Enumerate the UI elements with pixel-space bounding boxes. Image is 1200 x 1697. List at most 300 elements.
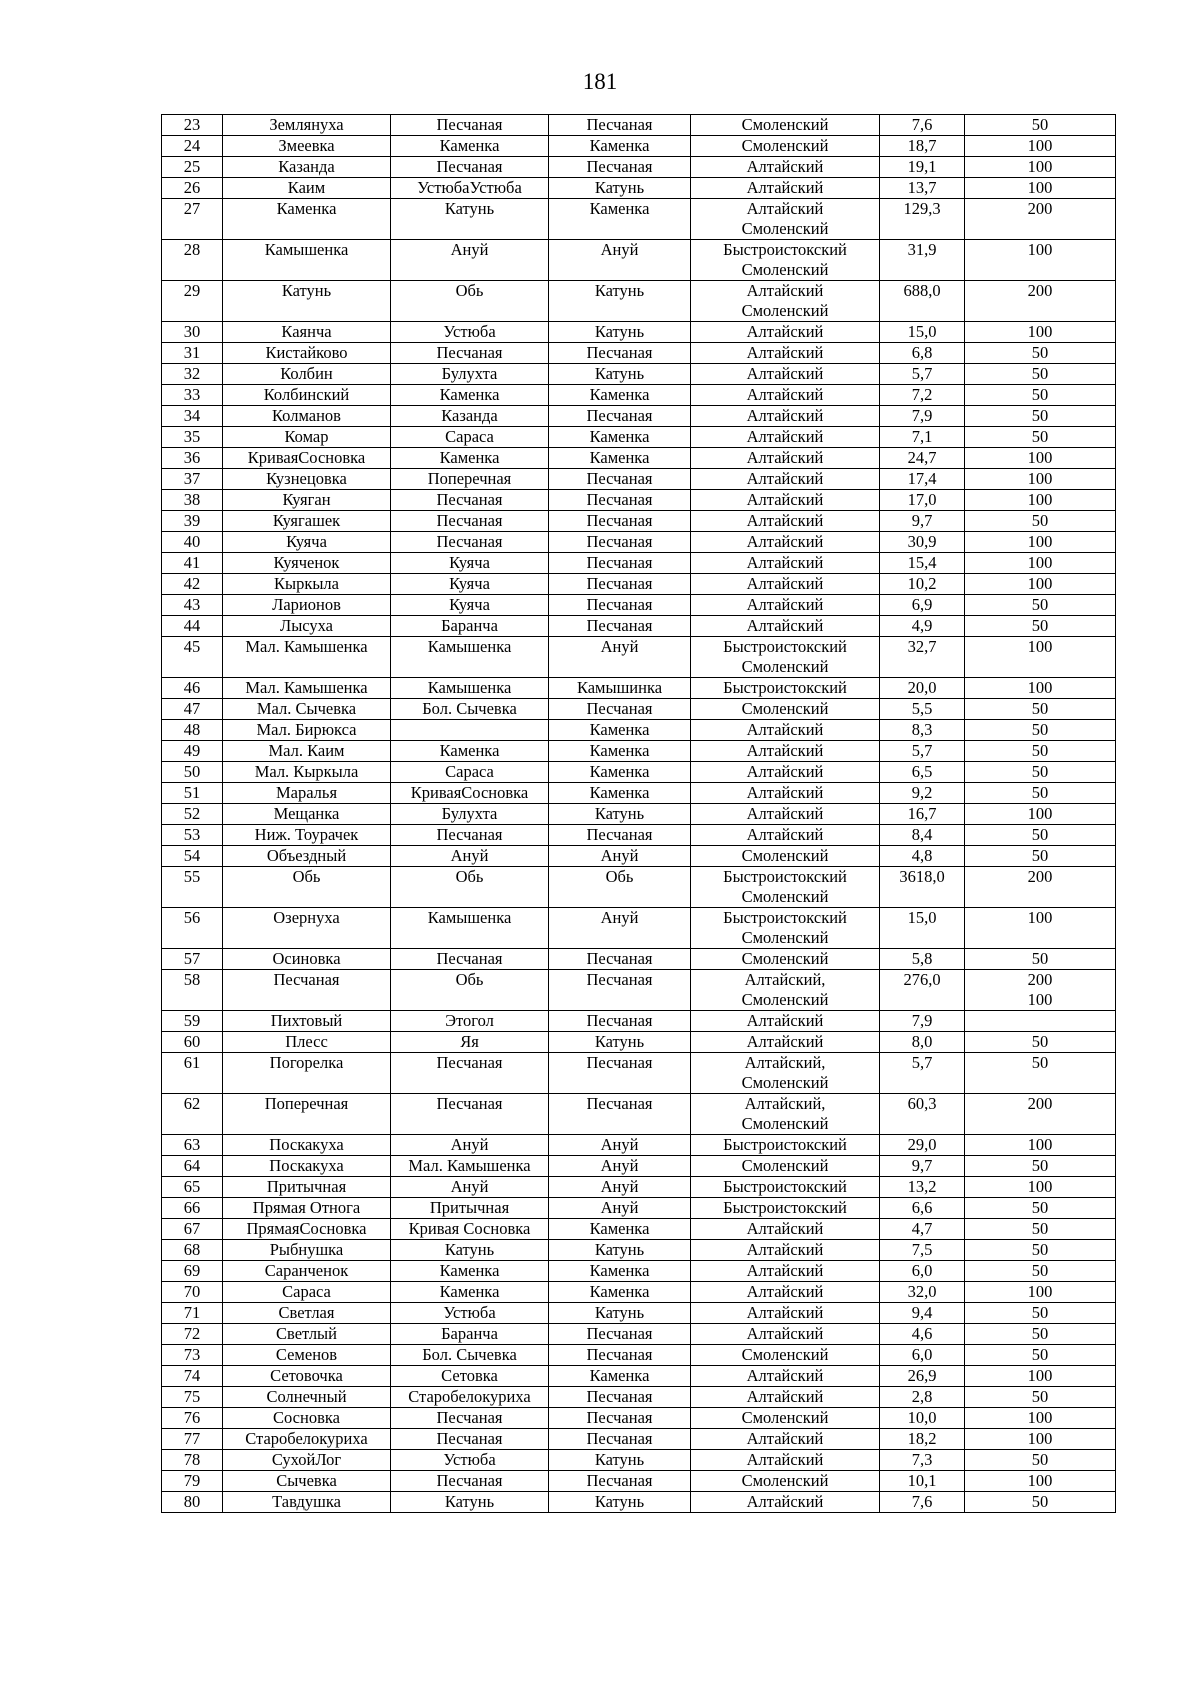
river-name-cell	[223, 1366, 391, 1387]
length-cell	[880, 595, 965, 616]
district-cell	[691, 970, 880, 1011]
flows-into-cell-text: Булухта	[441, 804, 498, 823]
row-number-cell-text: 64	[183, 1156, 201, 1175]
district-cell	[691, 783, 880, 804]
river-name-cell-text: Колбинский	[263, 385, 350, 404]
flows-into-cell	[391, 1429, 549, 1450]
row-number-cell	[162, 178, 223, 199]
river-name-cell	[223, 762, 391, 783]
river-name-cell-text: Погорелка	[269, 1053, 344, 1072]
district-cell	[691, 427, 880, 448]
row-number-cell-text: 29	[183, 281, 201, 300]
flows-into-cell	[391, 322, 549, 343]
district-cell-line: Алтайский	[746, 490, 824, 509]
district-cell-line: Быстроистокский	[723, 908, 847, 927]
river-name-cell-text: Колбин	[280, 364, 333, 383]
river-name-cell	[223, 511, 391, 532]
basin-cell	[549, 511, 691, 532]
zone-width-cell	[965, 490, 1116, 511]
flows-into-cell	[391, 1094, 549, 1135]
river-name-cell-text: Обь	[292, 867, 321, 886]
table-row	[162, 1303, 1116, 1324]
row-number-cell-text: 32	[183, 364, 201, 383]
length-cell-text: 3618,0	[899, 867, 945, 886]
district-cell-line: Алтайский	[746, 157, 824, 176]
flows-into-cell	[391, 136, 549, 157]
flows-into-cell	[391, 1219, 549, 1240]
district-cell	[691, 448, 880, 469]
table-row	[162, 1177, 1116, 1198]
length-cell	[880, 1324, 965, 1345]
flows-into-cell	[391, 1177, 549, 1198]
length-cell	[880, 678, 965, 699]
row-number-cell	[162, 949, 223, 970]
length-cell-text: 7,1	[911, 427, 933, 446]
row-number-cell	[162, 1282, 223, 1303]
river-name-cell	[223, 678, 391, 699]
zone-width-cell	[965, 699, 1116, 720]
district-cell-line: Смоленский	[741, 1114, 829, 1133]
row-number-cell-text: 76	[183, 1408, 201, 1427]
basin-cell	[549, 1053, 691, 1094]
flows-into-cell	[391, 1240, 549, 1261]
river-name-cell-text: Маралья	[275, 783, 338, 802]
table-row	[162, 825, 1116, 846]
table-row	[162, 699, 1116, 720]
table-row	[162, 115, 1116, 136]
table-row	[162, 1011, 1116, 1032]
district-cell-line: Быстроистокский	[723, 1177, 847, 1196]
table-row	[162, 1408, 1116, 1429]
district-cell-line: Алтайский	[746, 1282, 824, 1301]
zone-width-cell-line: 50	[1031, 846, 1049, 865]
district-cell	[691, 385, 880, 406]
length-cell-text: 6,9	[911, 595, 933, 614]
row-number-cell	[162, 490, 223, 511]
basin-cell	[549, 867, 691, 908]
basin-cell-text: Песчаная	[586, 1011, 653, 1030]
zone-width-cell	[965, 1450, 1116, 1471]
row-number-cell-text: 73	[183, 1345, 201, 1364]
table-row	[162, 511, 1116, 532]
length-cell-text: 7,3	[911, 1450, 933, 1469]
basin-cell-text: Каменка	[589, 385, 650, 404]
river-name-cell-text: Комар	[284, 427, 329, 446]
length-cell-text: 18,7	[907, 136, 937, 155]
district-cell-line: Алтайский	[746, 469, 824, 488]
length-cell	[880, 553, 965, 574]
row-number-cell-text: 56	[183, 908, 201, 927]
river-name-cell	[223, 1177, 391, 1198]
length-cell	[880, 490, 965, 511]
basin-cell-text: Ануй	[600, 637, 639, 656]
length-cell-text: 688,0	[903, 281, 941, 300]
district-cell	[691, 1053, 880, 1094]
row-number-cell-text: 49	[183, 741, 201, 760]
length-cell-text: 15,0	[907, 908, 937, 927]
table-row	[162, 1387, 1116, 1408]
zone-width-cell-line: 100	[1027, 553, 1053, 572]
row-number-cell-text: 31	[183, 343, 201, 362]
basin-cell-text: Песчаная	[586, 115, 653, 134]
row-number-cell	[162, 720, 223, 741]
table-row	[162, 1366, 1116, 1387]
district-cell	[691, 1345, 880, 1366]
table-row	[162, 1282, 1116, 1303]
basin-cell-text: Каменка	[589, 1282, 650, 1301]
basin-cell	[549, 970, 691, 1011]
zone-width-cell	[965, 157, 1116, 178]
district-cell	[691, 1408, 880, 1429]
zone-width-cell-line: 50	[1031, 1345, 1049, 1364]
zone-width-cell-line: 100	[1027, 1177, 1053, 1196]
flows-into-cell	[391, 115, 549, 136]
row-number-cell-text: 77	[183, 1429, 201, 1448]
basin-cell-text: Катунь	[594, 1032, 645, 1051]
river-name-cell-text: Куяча	[286, 532, 327, 551]
length-cell	[880, 1219, 965, 1240]
flows-into-cell	[391, 532, 549, 553]
basin-cell	[549, 115, 691, 136]
district-cell-line: Алтайский	[746, 1450, 824, 1469]
table-row	[162, 240, 1116, 281]
flows-into-cell-text: Устюба	[443, 1303, 496, 1322]
flows-into-cell-text: Баранча	[441, 616, 498, 635]
length-cell-text: 4,6	[911, 1324, 933, 1343]
district-cell-line: Быстроистокский	[723, 867, 847, 886]
length-cell-text: 5,7	[911, 741, 933, 760]
flows-into-cell-text: Песчаная	[436, 1094, 503, 1113]
flows-into-cell	[391, 741, 549, 762]
row-number-cell-text: 23	[183, 115, 201, 134]
row-number-cell	[162, 1053, 223, 1094]
river-name-cell	[223, 1198, 391, 1219]
zone-width-cell-line: 100	[1027, 678, 1053, 697]
row-number-cell	[162, 1345, 223, 1366]
table-row	[162, 595, 1116, 616]
zone-width-cell	[965, 178, 1116, 199]
length-cell	[880, 720, 965, 741]
length-cell-text: 5,7	[911, 1053, 933, 1072]
zone-width-cell-line: 50	[1031, 720, 1049, 739]
length-cell-text: 9,4	[911, 1303, 933, 1322]
flows-into-cell	[391, 1053, 549, 1094]
row-number-cell	[162, 804, 223, 825]
row-number-cell	[162, 741, 223, 762]
zone-width-cell	[965, 825, 1116, 846]
basin-cell	[549, 825, 691, 846]
table-row	[162, 1450, 1116, 1471]
flows-into-cell-text: Камышенка	[427, 908, 512, 927]
row-number-cell	[162, 1198, 223, 1219]
length-cell	[880, 406, 965, 427]
flows-into-cell-text: Казанда	[441, 406, 498, 425]
zone-width-cell-line: 100	[1027, 1366, 1053, 1385]
river-name-cell-text: Змеевка	[278, 136, 335, 155]
district-cell-line: Смоленский	[741, 949, 829, 968]
flows-into-cell	[391, 595, 549, 616]
row-number-cell-text: 39	[183, 511, 201, 530]
river-name-cell-text: Рыбнушка	[269, 1240, 344, 1259]
row-number-cell	[162, 595, 223, 616]
flows-into-cell	[391, 511, 549, 532]
district-cell	[691, 343, 880, 364]
basin-cell	[549, 427, 691, 448]
basin-cell-text: Катунь	[594, 1240, 645, 1259]
row-number-cell-text: 46	[183, 678, 201, 697]
zone-width-cell	[965, 385, 1116, 406]
zone-width-cell	[965, 240, 1116, 281]
length-cell	[880, 1492, 965, 1513]
district-cell	[691, 1450, 880, 1471]
basin-cell	[549, 804, 691, 825]
length-cell	[880, 1198, 965, 1219]
flows-into-cell-text: Булухта	[441, 364, 498, 383]
length-cell	[880, 1032, 965, 1053]
basin-cell	[549, 1387, 691, 1408]
flows-into-cell	[391, 490, 549, 511]
river-name-cell	[223, 199, 391, 240]
row-number-cell	[162, 511, 223, 532]
river-name-cell	[223, 1011, 391, 1032]
flows-into-cell	[391, 637, 549, 678]
row-number-cell	[162, 115, 223, 136]
basin-cell-text: Песчаная	[586, 1471, 653, 1490]
row-number-cell	[162, 553, 223, 574]
basin-cell	[549, 1094, 691, 1135]
length-cell	[880, 1429, 965, 1450]
zone-width-cell	[965, 949, 1116, 970]
river-name-cell-text: Сараса	[282, 1282, 331, 1301]
zone-width-cell-line: 100	[1027, 637, 1053, 656]
district-cell-line: Быстроистокский	[723, 240, 847, 259]
flows-into-cell-text: Песчаная	[436, 532, 503, 551]
table-row	[162, 448, 1116, 469]
zone-width-cell-line: 200	[1027, 199, 1053, 218]
flows-into-cell-text	[391, 720, 548, 740]
river-name-cell-text: Солнечный	[266, 1387, 347, 1406]
flows-into-cell-text: Каменка	[439, 741, 500, 760]
row-number-cell-text: 50	[183, 762, 201, 781]
district-cell	[691, 595, 880, 616]
length-cell	[880, 469, 965, 490]
zone-width-cell	[965, 1156, 1116, 1177]
flows-into-cell-text: Катунь	[444, 199, 495, 218]
row-number-cell-text: 62	[183, 1094, 201, 1113]
zone-width-cell-line: 50	[1031, 115, 1049, 134]
zone-width-cell-line: 100	[1027, 240, 1053, 259]
length-cell	[880, 1366, 965, 1387]
length-cell-text: 8,3	[911, 720, 933, 739]
table-row	[162, 678, 1116, 699]
zone-width-cell-line: 50	[1031, 1032, 1049, 1051]
flows-into-cell	[391, 406, 549, 427]
basin-cell	[549, 1408, 691, 1429]
table-row	[162, 1094, 1116, 1135]
district-cell-line: Алтайский	[746, 1032, 824, 1051]
basin-cell-text: Каменка	[589, 199, 650, 218]
row-number-cell	[162, 1366, 223, 1387]
basin-cell	[549, 783, 691, 804]
basin-cell	[549, 741, 691, 762]
zone-width-cell-line: 50	[1031, 825, 1049, 844]
river-name-cell	[223, 385, 391, 406]
river-name-cell	[223, 469, 391, 490]
row-number-cell-text: 27	[183, 199, 201, 218]
zone-width-cell	[965, 867, 1116, 908]
district-cell	[691, 1032, 880, 1053]
length-cell-text: 129,3	[903, 199, 941, 218]
row-number-cell-text: 45	[183, 637, 201, 656]
length-cell-text: 10,0	[907, 1408, 937, 1427]
basin-cell	[549, 240, 691, 281]
zone-width-cell-line: 50	[1031, 1198, 1049, 1217]
district-cell-line: Алтайский	[746, 825, 824, 844]
river-name-cell	[223, 783, 391, 804]
zone-width-cell-line: 200	[1027, 281, 1053, 300]
basin-cell	[549, 1324, 691, 1345]
row-number-cell	[162, 1387, 223, 1408]
length-cell-text: 10,1	[907, 1471, 937, 1490]
basin-cell-text: Песчаная	[586, 553, 653, 572]
river-name-cell-text: Притычная	[266, 1177, 347, 1196]
zone-width-cell-line: 50	[1031, 1324, 1049, 1343]
basin-cell	[549, 1471, 691, 1492]
length-cell-text: 16,7	[907, 804, 937, 823]
flows-into-cell-text: Устюба	[443, 322, 496, 341]
flows-into-cell	[391, 908, 549, 949]
table-row	[162, 720, 1116, 741]
district-cell-line: Смоленский	[741, 136, 829, 155]
river-name-cell-text: Каянча	[281, 322, 332, 341]
district-cell	[691, 1011, 880, 1032]
row-number-cell	[162, 1240, 223, 1261]
river-name-cell-text: Колманов	[272, 406, 341, 425]
table-row	[162, 762, 1116, 783]
flows-into-cell	[391, 783, 549, 804]
river-name-cell-text: Мал. Сычевка	[256, 699, 357, 718]
zone-width-cell	[965, 553, 1116, 574]
basin-cell-text: Катунь	[594, 364, 645, 383]
row-number-cell-text: 67	[183, 1219, 201, 1238]
length-cell-text: 4,8	[911, 846, 933, 865]
river-name-cell	[223, 846, 391, 867]
table-row	[162, 1156, 1116, 1177]
basin-cell-text: Песчаная	[586, 949, 653, 968]
length-cell	[880, 1450, 965, 1471]
district-cell-line: Алтайский	[746, 178, 824, 197]
basin-cell	[549, 532, 691, 553]
length-cell-text: 5,8	[911, 949, 933, 968]
zone-width-cell	[965, 448, 1116, 469]
zone-width-cell-line: 100	[1027, 1471, 1053, 1490]
flows-into-cell-text: Старобелокуриха	[408, 1387, 531, 1406]
district-cell	[691, 1492, 880, 1513]
flows-into-cell	[391, 199, 549, 240]
row-number-cell-text: 26	[183, 178, 201, 197]
flows-into-cell	[391, 385, 549, 406]
row-number-cell-text: 66	[183, 1198, 201, 1217]
district-cell-line: Алтайский	[746, 1303, 824, 1322]
flows-into-cell	[391, 427, 549, 448]
river-name-cell	[223, 1471, 391, 1492]
district-cell-line: Быстроистокский	[723, 1135, 847, 1154]
district-cell-line: Алтайский	[746, 364, 824, 383]
length-cell-text: 5,5	[911, 699, 933, 718]
row-number-cell	[162, 846, 223, 867]
length-cell	[880, 762, 965, 783]
flows-into-cell-text: Песчаная	[436, 157, 503, 176]
basin-cell-text: Ануй	[600, 1177, 639, 1196]
river-name-cell	[223, 364, 391, 385]
river-name-cell	[223, 115, 391, 136]
flows-into-cell-text: Камышенка	[427, 678, 512, 697]
row-number-cell-text: 79	[183, 1471, 201, 1490]
length-cell	[880, 385, 965, 406]
row-number-cell-text: 43	[183, 595, 201, 614]
river-name-cell	[223, 322, 391, 343]
length-cell-text: 9,7	[911, 511, 933, 530]
district-cell-line: Смоленский	[741, 1156, 829, 1175]
zone-width-cell	[965, 469, 1116, 490]
river-name-cell-text: Прямая Отнога	[252, 1198, 361, 1217]
river-name-cell-text: Каменка	[276, 199, 337, 218]
district-cell-line: Алтайский	[746, 720, 824, 739]
row-number-cell	[162, 1492, 223, 1513]
flows-into-cell-text: Каменка	[439, 385, 500, 404]
zone-width-cell	[965, 1135, 1116, 1156]
length-cell	[880, 1345, 965, 1366]
basin-cell	[549, 1198, 691, 1219]
basin-cell-text: Каменка	[589, 1366, 650, 1385]
row-number-cell-text: 59	[183, 1011, 201, 1030]
river-name-cell-text: Песчаная	[273, 970, 340, 989]
district-cell	[691, 553, 880, 574]
district-cell-line: Смоленский	[741, 115, 829, 134]
flows-into-cell-text: Обь	[455, 867, 484, 886]
row-number-cell	[162, 616, 223, 637]
flows-into-cell-text: Ануй	[450, 1177, 489, 1196]
basin-cell-text: Камышинка	[576, 678, 663, 697]
district-cell	[691, 720, 880, 741]
river-name-cell	[223, 804, 391, 825]
district-cell-line: Алтайский	[746, 385, 824, 404]
zone-width-cell	[965, 595, 1116, 616]
basin-cell-text: Песчаная	[586, 1387, 653, 1406]
length-cell-text: 31,9	[907, 240, 937, 259]
flows-into-cell-text: УстюбаУстюба	[417, 178, 522, 197]
length-cell	[880, 1011, 965, 1032]
district-cell-line: Быстроистокский	[723, 678, 847, 697]
river-name-cell-text: Озернуха	[273, 908, 340, 927]
flows-into-cell	[391, 949, 549, 970]
zone-width-cell-line: 50	[1031, 762, 1049, 781]
basin-cell	[549, 720, 691, 741]
basin-cell	[549, 574, 691, 595]
flows-into-cell-text: Куяча	[449, 574, 490, 593]
flows-into-cell-text: Песчаная	[436, 825, 503, 844]
basin-cell-text: Каменка	[589, 720, 650, 739]
river-name-cell-text: Плесс	[285, 1032, 328, 1051]
district-cell-line: Алтайский	[746, 1492, 824, 1511]
district-cell-line: Алтайский	[746, 553, 824, 572]
river-name-cell	[223, 1345, 391, 1366]
zone-width-cell-line: 50	[1031, 364, 1049, 383]
zone-width-cell	[965, 720, 1116, 741]
district-cell-line: Смоленский	[741, 990, 829, 1009]
row-number-cell-text: 51	[183, 783, 201, 802]
district-cell	[691, 637, 880, 678]
